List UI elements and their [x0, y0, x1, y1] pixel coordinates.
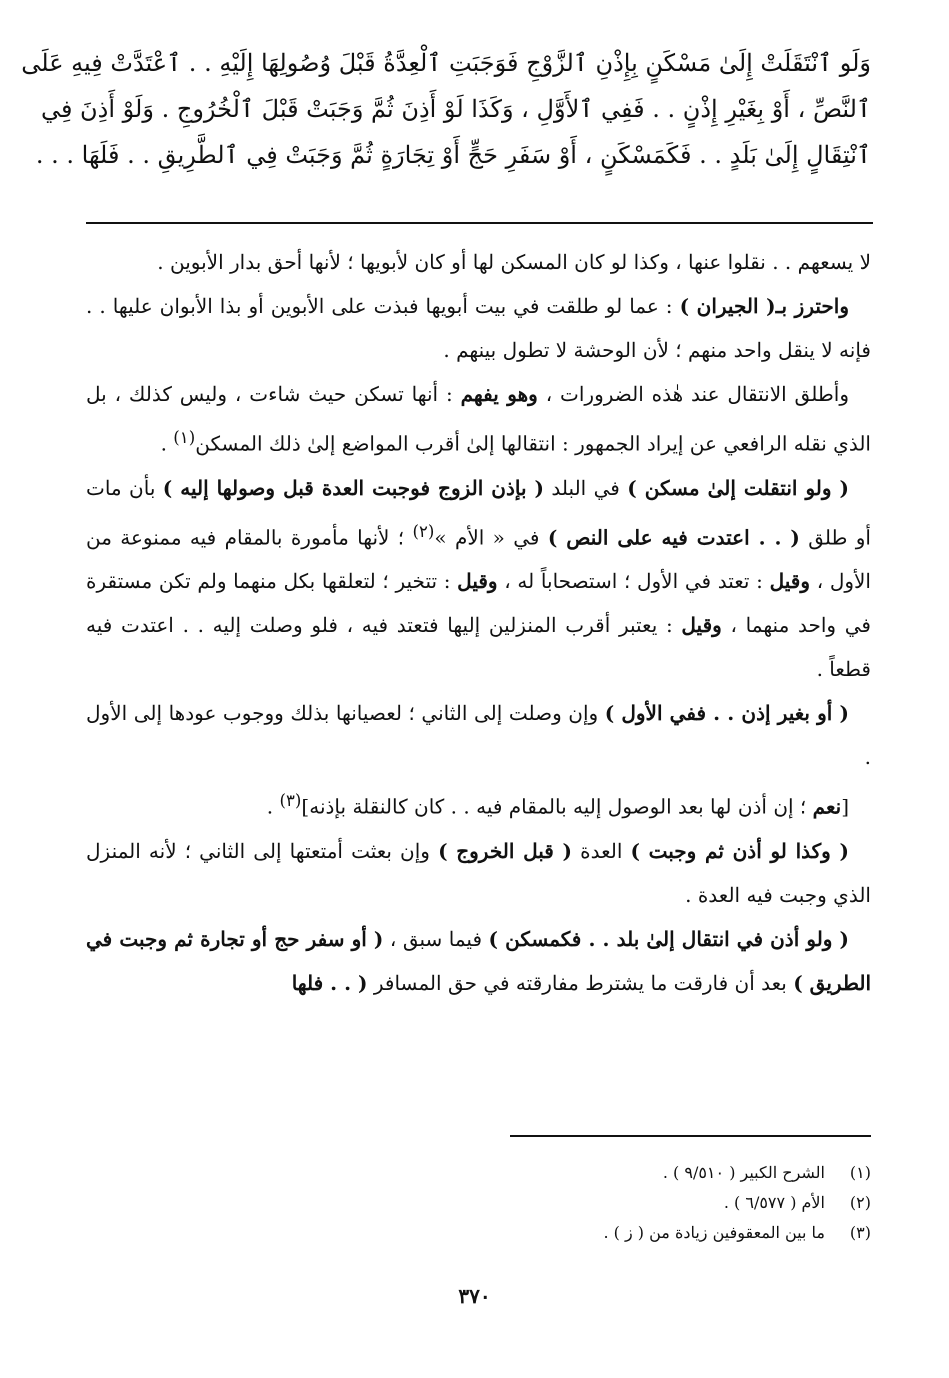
paragraph-text: ؛ لأنها مأمورة بالمقام فيه ممنوعة من الأول ،: [86, 525, 871, 594]
commentary-paragraph: [86, 829, 871, 917]
footnote: [86, 1158, 871, 1188]
footnotes: [86, 1158, 871, 1248]
bracket: [: [841, 794, 849, 819]
quoted-phrase: ( ولو أذن في انتقال إلىٰ بلد . . فكمسكن ): [488, 926, 850, 951]
bold-phrase: وهو يفهم: [460, 382, 538, 406]
commentary-text: [86, 240, 871, 1005]
footnote-number: (٢): [849, 1193, 871, 1212]
quoted-phrase: ( . . اعتدت فيه على النص ): [547, 525, 800, 550]
paragraph-text: بعد أن فارقت ما يشترط مفارقته في حق المسافر: [367, 970, 794, 995]
matn-line: ٱنْتِقَالٍ إِلَىٰ بَلَدٍ . . فَكَمَسْكَنٍ ، أَوْ سَفَرِ حَجٍّ أَوْ تِجَارَةٍ ثُمَّ وَجَبَتْ فِي ٱلطَّرِيقِ . . فَلَهَا . . .: [35, 141, 871, 169]
commentary-paragraph: [86, 466, 871, 692]
quoted-phrase: ( أو بغير إذن . . ففي الأول ): [604, 701, 849, 726]
quoted-phrase: ( الجيران ): [679, 294, 776, 318]
bold-phrase: واحترز بـ: [775, 294, 849, 318]
paragraph-text: في « الأم »: [434, 525, 548, 550]
page-number: ٣٧٠: [458, 1284, 491, 1308]
quoted-phrase: ( ولو انتقلت إلىٰ مسكن ): [627, 475, 850, 500]
quoted-phrase: ( أو سفر حج أو تجارة ثم وجبت في الطريق ): [86, 926, 871, 995]
footnote-number: (١): [849, 1163, 871, 1182]
paragraph-text: وأطلق الانتقال عند هٰذه الضرورات ،: [537, 382, 849, 406]
matn-line: ٱلنَّصِّ ، أَوْ بِغَيْرِ إِذْنٍ . . فَفِي ٱلأَوَّلِ ، وَكَذَا لَوْ أَذِنَ ثُمَّ وَجَبَتْ قَبْلَ ٱلْخُرُوجِ . وَلَوْ أَذِنَ فِي: [40, 95, 871, 123]
paragraph-text: العدة: [572, 838, 631, 863]
quoted-phrase: ( قبل الخروج ): [438, 838, 572, 863]
paragraph-text: ؛ إن أذن لها بعد الوصول إليه بالمقام فيه . . كان كالنقلة بإذنه]: [301, 794, 813, 819]
footnote-number: (٣): [849, 1223, 871, 1242]
paragraph-text: : تتخير ؛ لتعلقها بكل منهما ولم تكن مستقرة في واحد منهما ،: [86, 569, 871, 638]
paragraph-text: في البلد: [544, 475, 628, 500]
commentary-paragraph: [86, 917, 871, 1005]
footnote: [86, 1218, 871, 1248]
paragraph-text: لا يسعهم . . نقلوا عنها ، وكذا لو كان المسكن لها أو كان لأبويها ؛ لأنها أحق بدار الأبوين .: [157, 250, 871, 274]
footnote-ref: (١): [173, 428, 196, 447]
paragraph-text: : يعتبر أقرب المنزلين إليها فتعتد فيه ، فلو وصلت إليه . . اعتدت فيه قطعاً .: [86, 613, 871, 682]
footnote-divider: [510, 1135, 871, 1137]
paragraph-text: وإن وصلت إلى الثاني ؛ لعصيانها بذلك ووجوب عودها إلى الأول .: [86, 701, 871, 770]
paragraph-text: فيما سبق ،: [383, 926, 489, 951]
commentary-paragraph: [86, 372, 871, 466]
paragraph-text: : تعتد في الأول ؛ استصحاباً له ،: [497, 569, 770, 594]
bold-phrase: وقيل: [681, 613, 722, 638]
commentary-paragraph: [86, 779, 871, 829]
commentary-paragraph: [86, 284, 871, 372]
commentary-paragraph: [86, 240, 871, 284]
footnote-text: الأم ( ٦/٥٧٧ ) .: [723, 1193, 825, 1212]
bold-phrase: وقيل: [457, 569, 498, 594]
paragraph-text: وإن بعثت أمتعتها إلى الثاني ؛ لأنه المنزل الذي وجبت فيه العدة .: [86, 838, 871, 907]
matn-divider: [86, 222, 873, 224]
commentary-paragraph: [86, 691, 871, 779]
quoted-phrase: ( . . فلها: [291, 970, 368, 995]
footnote-text: ما بين المعقوفين زيادة من ( ز ) .: [603, 1223, 825, 1242]
footnote-ref: (٣): [279, 791, 302, 811]
paragraph-text: .: [266, 794, 280, 819]
footnote: [86, 1188, 871, 1218]
matn-text: [21, 40, 871, 178]
bold-phrase: وقيل: [769, 569, 811, 594]
paragraph-text: بأن مات أو طلق: [86, 475, 871, 550]
footnote-text: الشرح الكبير ( ٩/٥١٠ ) .: [662, 1163, 825, 1182]
footnote-ref: (٢): [412, 521, 435, 541]
paragraph-text: : أنها تسكن حيث شاءت ، وليس كذلك ، بل الذي نقله الرافعي عن إيراد الجمهور : انتقالها إلىٰ أقرب المواضع إلىٰ ذلك المسكن: [86, 382, 871, 456]
quoted-phrase: ( بإذن الزوج فوجبت العدة قبل وصولها إليه ): [162, 475, 545, 500]
paragraph-text: .: [160, 431, 174, 456]
quoted-phrase: ( وكذا لو أذن ثم وجبت ): [630, 838, 849, 863]
bold-phrase: نعم: [812, 794, 842, 819]
paragraph-text: : عما لو طلقت في بيت أبويها فبذت على الأبوين أو بذا الأبوان عليها . . فإنه لا ينقل واحد منهم ؛ لأن الوحشة لا تطول بينهم .: [86, 294, 871, 362]
matn-line: وَلَو ٱنْتَقَلَتْ إِلَىٰ مَسْكَنٍ بِإِذْنِ ٱلزَّوْجِ فَوَجَبَتِ ٱلْعِدَّةُ قَبْلَ وُصُولِهَا إِلَيْهِ . . ٱعْتَدَّتْ فِيهِ عَلَى: [21, 49, 871, 77]
